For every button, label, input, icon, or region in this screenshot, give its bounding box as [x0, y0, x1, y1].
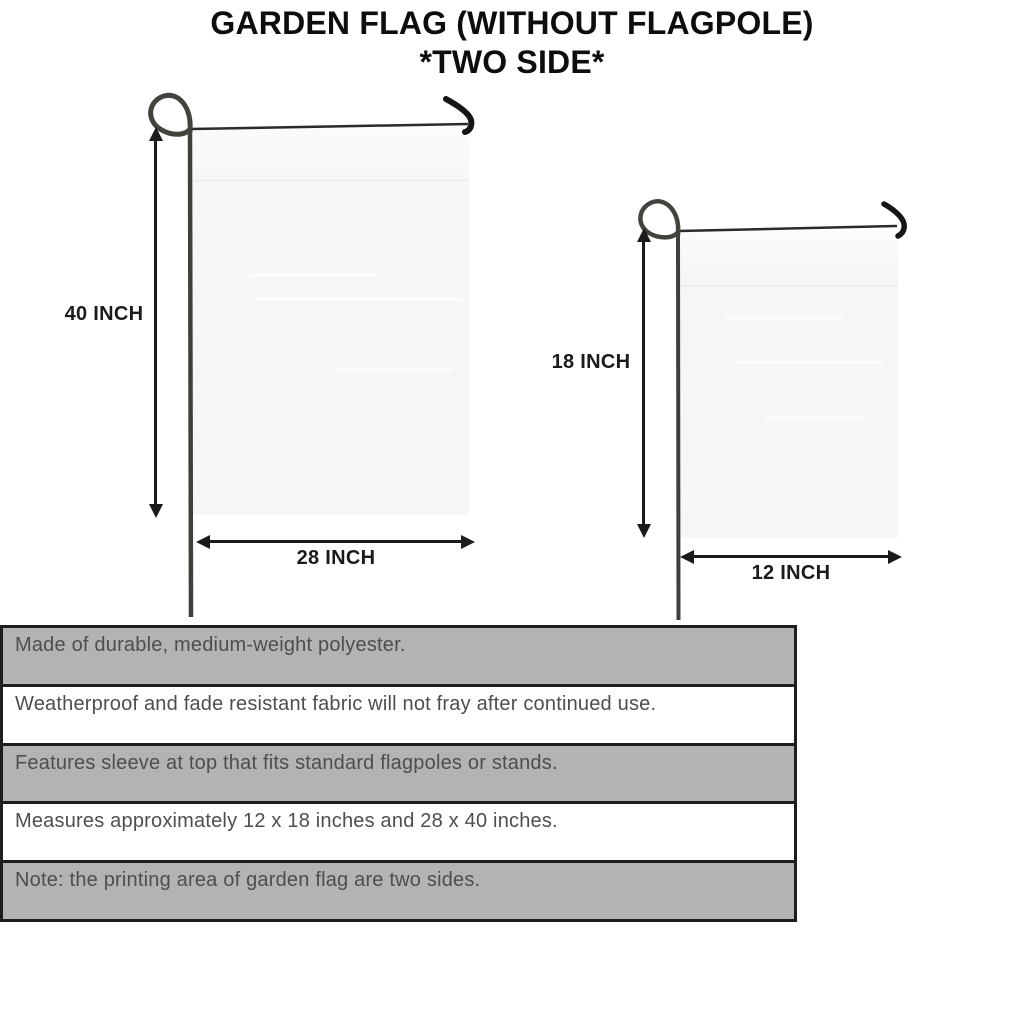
feature-row-note — [3, 863, 794, 919]
pole-shaft-icon — [678, 233, 679, 620]
large-flag-height-arrow — [154, 140, 157, 505]
feature-text: Features sleeve at top that fits standard flagpoles or stands. — [15, 751, 558, 774]
small-flag-width-arrow — [693, 555, 889, 558]
feature-text: Made of durable, medium-weight polyester. — [15, 634, 406, 656]
feature-text: Weatherproof and fade resistant fabric will not fray after continued use. — [15, 692, 657, 715]
feature-text: Measures approximately 12 x 18 inches and 28 x 40 inches. — [15, 810, 558, 833]
feature-text: Note: the printing area of garden flag are two sides. — [15, 869, 481, 892]
feature-row-measures — [3, 804, 794, 863]
hanger-arm-icon — [192, 124, 468, 129]
feature-row-weatherproof — [3, 687, 794, 746]
large-flag-width-arrow — [209, 540, 462, 543]
features-table — [0, 625, 797, 922]
pole-hook-icon — [884, 204, 904, 236]
feature-row-sleeve — [3, 746, 794, 805]
small-flag-width-label: 12 INCH — [751, 562, 831, 584]
small-flag-height-arrow — [642, 241, 645, 525]
small-flag-height-label: 18 INCH — [551, 351, 631, 373]
small-flagpole-icon — [630, 195, 915, 625]
pole-hook-icon — [446, 99, 471, 132]
large-flag-height-label: 40 INCH — [64, 303, 144, 325]
page-title-line1: GARDEN FLAG (WITHOUT FLAGPOLE) — [210, 5, 814, 41]
page-title — [0, 4, 1024, 82]
pole-shaft-icon — [190, 130, 191, 617]
page-title-line2: *TWO SIDE* — [419, 44, 605, 80]
feature-row-material — [3, 628, 794, 687]
hanger-arm-icon — [679, 226, 897, 231]
large-flag-width-label: 28 INCH — [296, 547, 376, 569]
